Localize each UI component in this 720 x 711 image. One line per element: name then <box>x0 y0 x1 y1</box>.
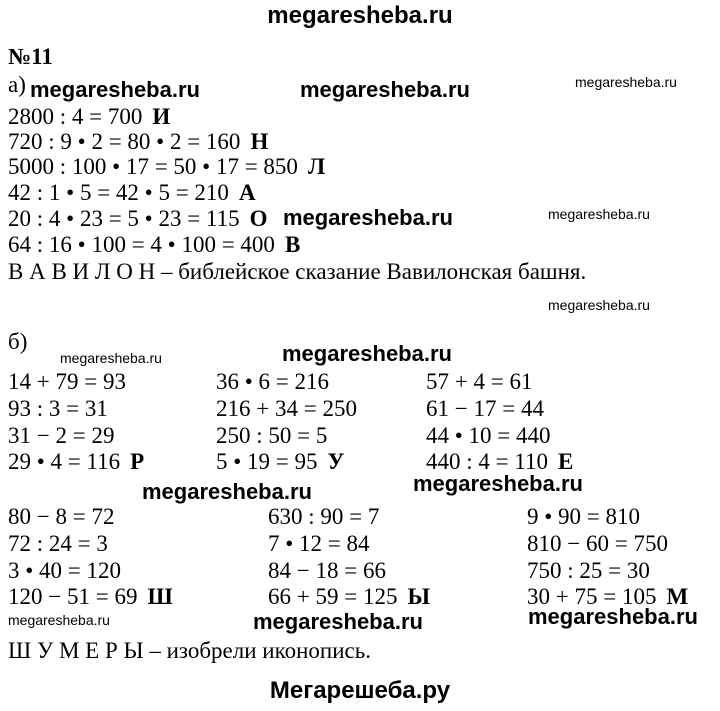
expression: 20 : 4 • 23 = 5 • 23 = 115 <box>8 206 240 231</box>
watermark: megaresheba.ru <box>142 479 312 504</box>
part-a-line <box>8 180 256 205</box>
site-footer: Мегарешеба.ру <box>269 677 451 704</box>
watermark: megaresheba.ru <box>300 77 470 102</box>
part-a-line <box>8 154 325 179</box>
part-a-line <box>8 129 268 154</box>
watermark: megaresheba.ru <box>575 74 677 90</box>
watermark: megaresheba.ru <box>548 206 650 222</box>
part-b-line: 9 • 90 = 810 <box>527 504 641 529</box>
site-header: megaresheba.ru <box>267 2 453 29</box>
part-b-line: 630 : 90 = 7 <box>268 504 380 529</box>
answer-letter: О <box>249 206 268 231</box>
part-a-line <box>8 206 267 231</box>
part-b-line: 72 : 24 = 3 <box>8 531 108 556</box>
watermark: megaresheba.ru <box>282 341 452 366</box>
answer-letter: Е <box>558 449 574 474</box>
expression: 2800 : 4 = 700 <box>8 104 143 129</box>
watermark: megaresheba.ru <box>548 297 650 313</box>
part-b-line: 750 : 25 = 30 <box>527 558 650 583</box>
expression: 29 • 4 = 116 <box>8 449 121 474</box>
answer-letter: Л <box>307 154 326 179</box>
part-b-answer: Ш У М Е Р Ы – изобрели иконопись. <box>8 638 371 663</box>
expression: 64 : 16 • 100 = 4 • 100 = 400 <box>8 232 275 257</box>
answer-letter: И <box>152 104 171 129</box>
part-a-label: а) <box>8 72 26 97</box>
part-b-line: 7 • 12 = 84 <box>268 531 370 556</box>
task-number: №11 <box>8 44 53 69</box>
watermark: megaresheba.ru <box>283 205 453 230</box>
expression: 5000 : 100 • 17 = 50 • 17 = 850 <box>8 154 298 179</box>
watermark: megaresheba.ru <box>30 77 200 102</box>
expression: 120 − 51 = 69 <box>8 584 138 609</box>
part-a-line <box>8 104 170 129</box>
answer-letter: В <box>284 232 301 257</box>
answer-letter: М <box>666 584 689 609</box>
part-b-line: 31 − 2 = 29 <box>8 423 115 448</box>
part-a-answer: В А В И Л О Н – библейское сказание Вавилонская башня. <box>8 259 587 284</box>
answer-letter: У <box>327 449 345 474</box>
watermark: megaresheba.ru <box>413 471 583 496</box>
part-b-line: 36 • 6 = 216 <box>216 369 330 394</box>
watermark: megaresheba.ru <box>60 350 162 366</box>
watermark: megaresheba.ru <box>8 612 110 628</box>
part-b-line <box>8 449 144 474</box>
part-a-line <box>8 232 300 257</box>
answer-letter: Р <box>130 449 145 474</box>
answer-letter: Ш <box>147 584 173 609</box>
part-b-line: 3 • 40 = 120 <box>8 558 122 583</box>
expression: 440 : 4 = 110 <box>426 449 549 474</box>
watermark: megaresheba.ru <box>253 609 423 634</box>
part-b-line: 250 : 50 = 5 <box>216 423 328 448</box>
answer-letter: Н <box>250 129 269 154</box>
answer-letter: Ы <box>407 584 431 609</box>
part-b-line: 80 − 8 = 72 <box>8 504 115 529</box>
part-b-line: 84 − 18 = 66 <box>268 558 386 583</box>
part-b-line: 57 + 4 = 61 <box>426 369 533 394</box>
expression: 5 • 19 = 95 <box>216 449 318 474</box>
part-b-line: 810 − 60 = 750 <box>527 531 668 556</box>
expression: 42 : 1 • 5 = 42 • 5 = 210 <box>8 180 229 205</box>
part-b-label: б) <box>8 329 28 354</box>
part-b-line <box>8 584 173 609</box>
part-b-line: 216 + 34 = 250 <box>216 396 357 421</box>
part-b-line: 44 • 10 = 440 <box>426 423 551 448</box>
watermark: megaresheba.ru <box>528 604 698 629</box>
part-b-line: 14 + 79 = 93 <box>8 369 126 394</box>
part-b-line: 93 : 3 = 31 <box>8 396 108 421</box>
answer-letter: А <box>238 180 256 205</box>
expression: 720 : 9 • 2 = 80 • 2 = 160 <box>8 129 241 154</box>
expression: 66 + 59 = 125 <box>268 584 398 609</box>
expression: 30 + 75 = 105 <box>527 584 657 609</box>
part-b-line <box>268 584 430 609</box>
part-b-line <box>216 449 344 474</box>
part-b-line: 61 − 17 = 44 <box>426 396 544 421</box>
